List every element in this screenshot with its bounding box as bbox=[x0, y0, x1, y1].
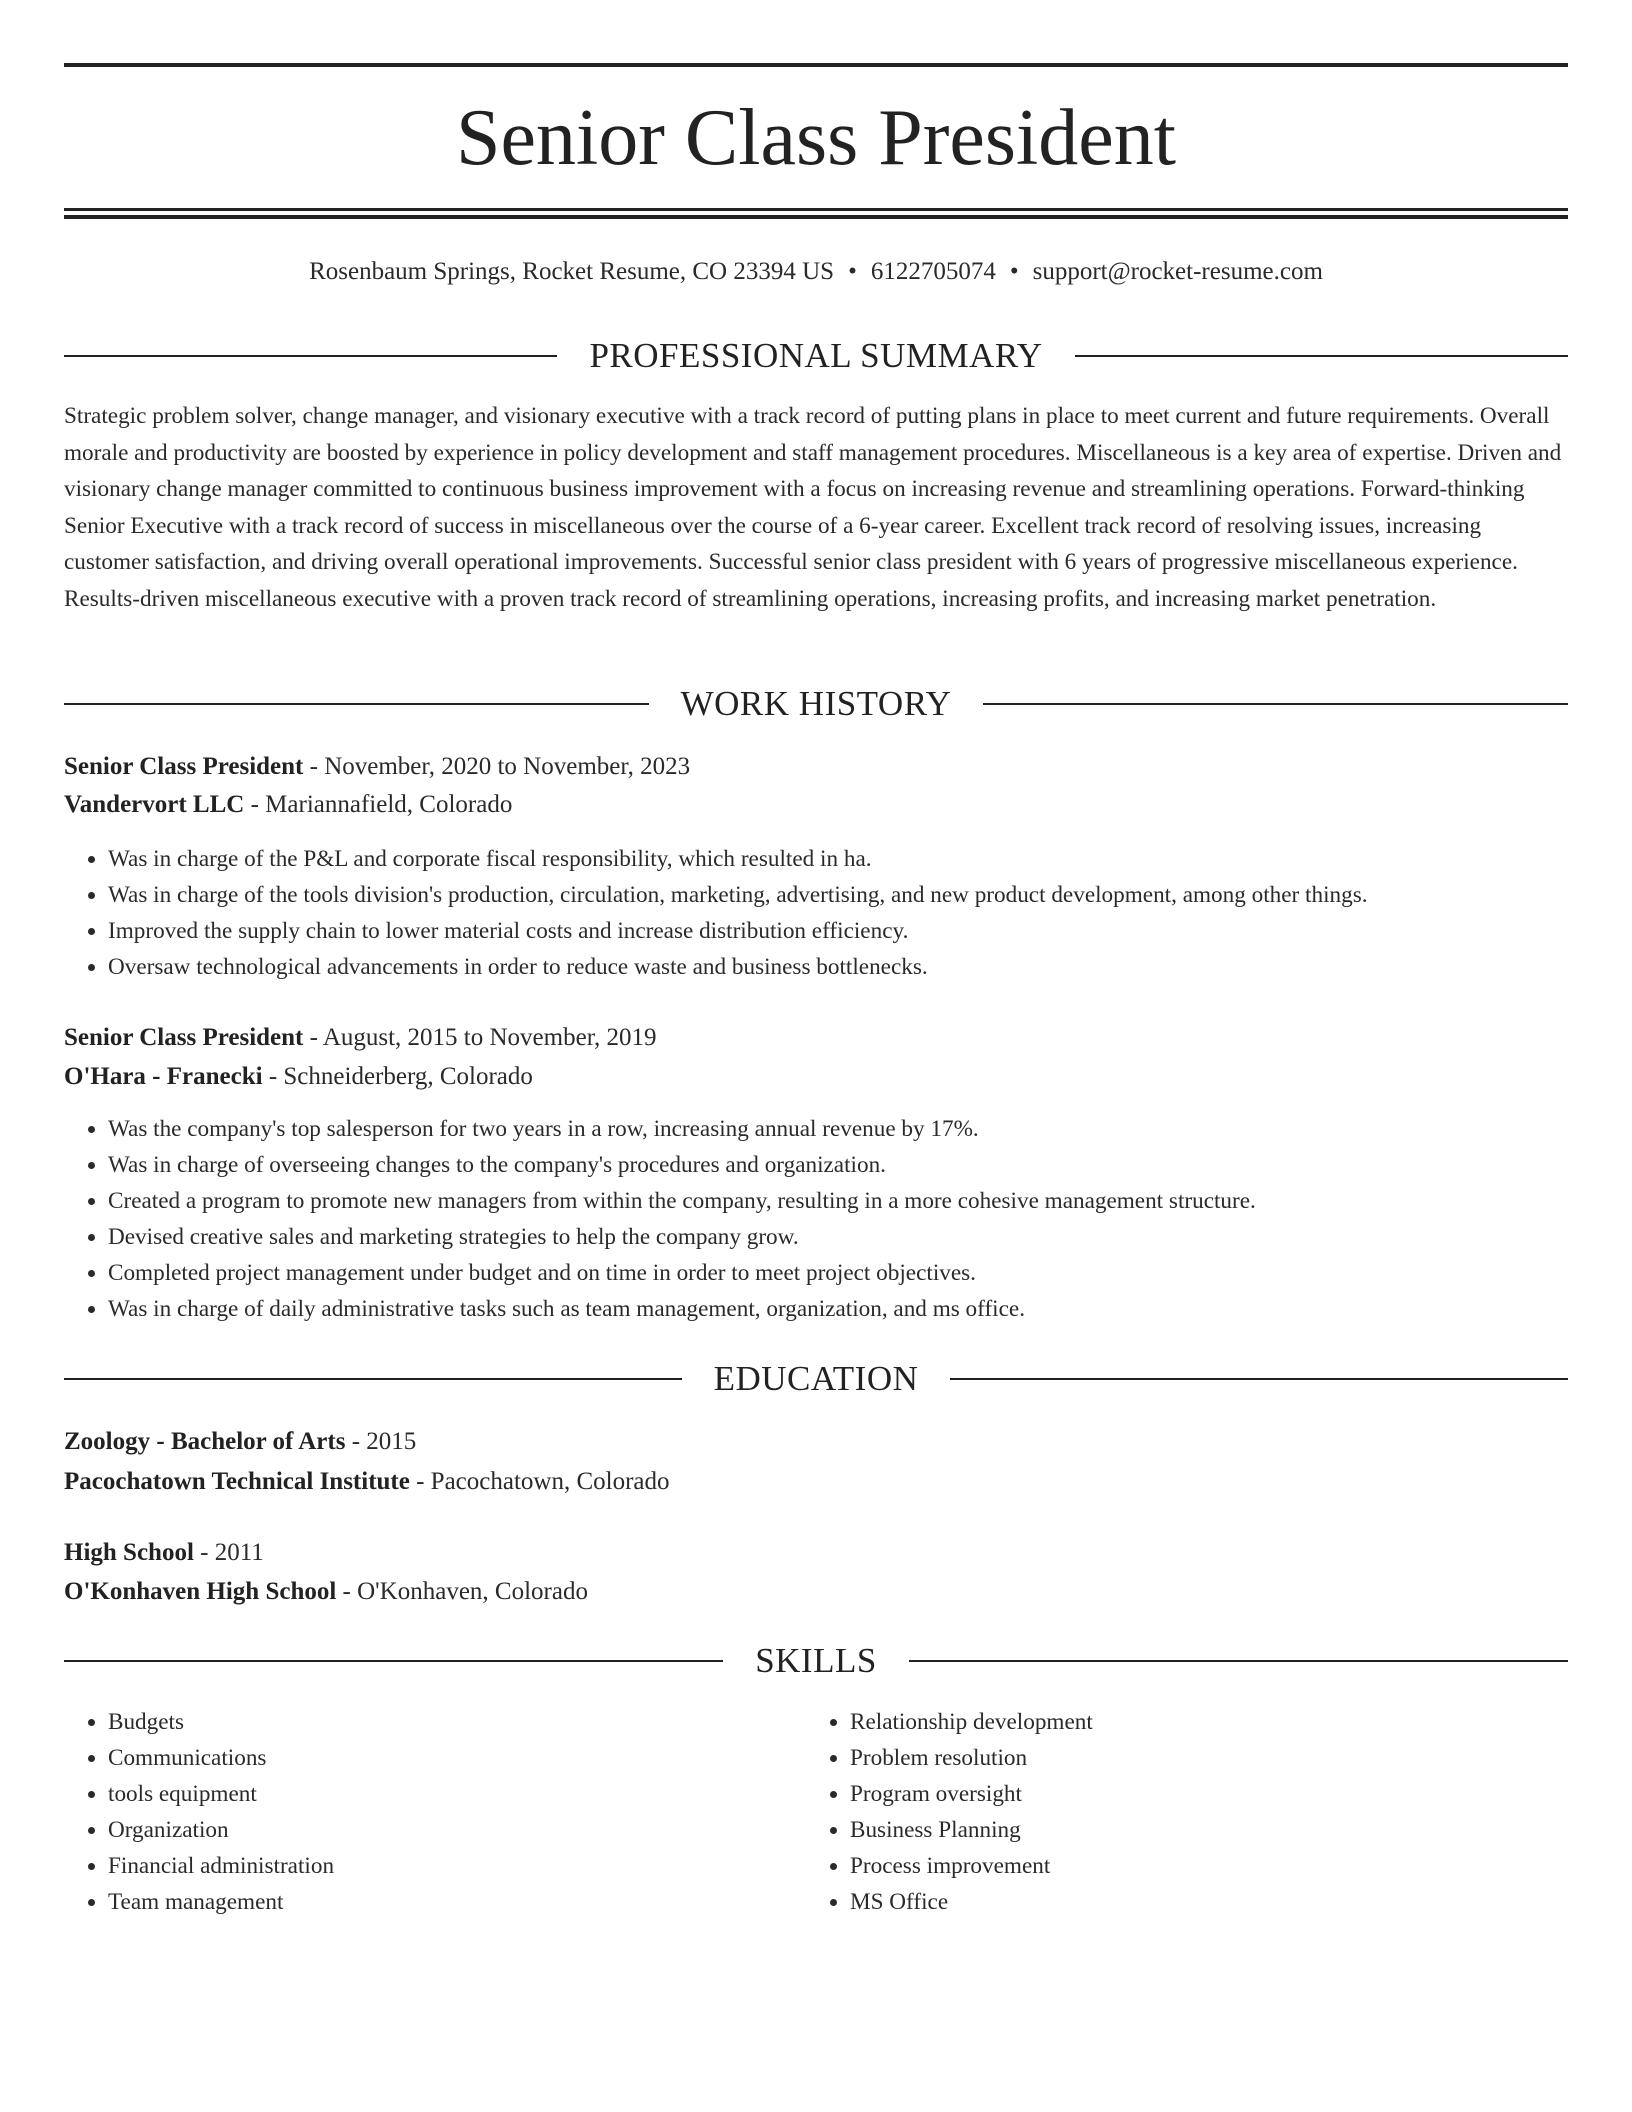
list-item: • Problem resolution bbox=[850, 1740, 1093, 1776]
list-item: • Was in charge of the P&L and corporate fiscal responsibility, which resulted in ha. bbox=[108, 841, 1368, 877]
contact-separator: • bbox=[848, 258, 857, 285]
job-bullets bbox=[64, 1111, 1256, 1327]
heading-rule-left bbox=[64, 355, 557, 357]
list-item: • Devised creative sales and marketing strategies to help the company grow. bbox=[108, 1219, 1256, 1255]
section-heading-education bbox=[64, 1357, 1568, 1401]
list-item: • Completed project management under budget and on time in order to meet project objectives. bbox=[108, 1255, 1256, 1291]
education-year: - 2011 bbox=[193, 1539, 264, 1566]
contact-address: Rosenbaum Springs, Rocket Resume, CO 23394 US bbox=[309, 258, 835, 285]
section-title: PROFESSIONAL SUMMARY bbox=[589, 336, 1043, 375]
list-item: • Created a program to promote new managers from within the company, resulting in a more cohesive management structure. bbox=[108, 1183, 1256, 1219]
education-location: - Pacochatown, Colorado bbox=[409, 1468, 670, 1495]
heading-rule-right bbox=[983, 703, 1568, 705]
job-company: O'Hara - Franecki bbox=[64, 1063, 263, 1090]
job-title-line bbox=[64, 749, 1568, 785]
education-year: - 2015 bbox=[345, 1428, 417, 1455]
list-item: • Organization bbox=[108, 1812, 334, 1848]
heading-rule-left bbox=[64, 1660, 723, 1662]
job-title-line bbox=[64, 1020, 1568, 1056]
contact-email: support@rocket-resume.com bbox=[1032, 258, 1323, 285]
education-school-line bbox=[64, 1464, 1568, 1500]
job-position: Senior Class President bbox=[64, 1024, 304, 1051]
list-item: • Budgets bbox=[108, 1704, 334, 1740]
heading-rule-left bbox=[64, 703, 649, 705]
education-school: Pacochatown Technical Institute bbox=[64, 1468, 410, 1495]
job-location: - Schneiderberg, Colorado bbox=[262, 1063, 533, 1090]
list-item: • Improved the supply chain to lower material costs and increase distribution efficiency. bbox=[108, 913, 1368, 949]
section-heading-work bbox=[64, 682, 1568, 726]
contact-line bbox=[64, 254, 1568, 290]
education-degree-line bbox=[64, 1535, 1568, 1571]
header-bottom-rule bbox=[64, 208, 1568, 211]
education-school-line bbox=[64, 1574, 1568, 1610]
job-company-line bbox=[64, 787, 1568, 823]
list-item: • Oversaw technological advancements in order to reduce waste and business bottlenecks. bbox=[108, 949, 1368, 985]
list-item: • Was in charge of the tools division's production, circulation, marketing, advertising, and new product development, among other things. bbox=[108, 877, 1368, 913]
list-item: • Process improvement bbox=[850, 1848, 1093, 1884]
heading-rule-right bbox=[909, 1660, 1568, 1662]
job-bullets bbox=[64, 841, 1368, 985]
heading-rule-right bbox=[950, 1378, 1568, 1380]
list-item: • Communications bbox=[108, 1740, 334, 1776]
list-item: • Program oversight bbox=[850, 1776, 1093, 1812]
section-title: WORK HISTORY bbox=[680, 684, 952, 723]
section-title: EDUCATION bbox=[713, 1359, 919, 1398]
job-company-line bbox=[64, 1059, 1568, 1095]
list-item: • Was in charge of daily administrative tasks such as team management, organization, and ms office. bbox=[108, 1291, 1256, 1327]
list-item: • Business Planning bbox=[850, 1812, 1093, 1848]
education-degree: Zoology - Bachelor of Arts bbox=[64, 1428, 346, 1455]
section-title: SKILLS bbox=[755, 1641, 877, 1680]
header-bottom-rule-2 bbox=[64, 215, 1568, 219]
list-item: • Was in charge of overseeing changes to the company's procedures and organization. bbox=[108, 1147, 1256, 1183]
job-dates: - August, 2015 to November, 2019 bbox=[303, 1024, 657, 1051]
list-item: • Team management bbox=[108, 1884, 334, 1920]
contact-separator: • bbox=[1009, 258, 1019, 285]
education-degree-line bbox=[64, 1424, 1568, 1460]
skills-list-left bbox=[64, 1704, 334, 1920]
section-heading-skills bbox=[64, 1639, 1568, 1683]
candidate-name: Senior Class President bbox=[456, 94, 1176, 182]
skills-list-right bbox=[806, 1704, 1093, 1920]
contact-phone: 6122705074 bbox=[870, 258, 996, 285]
header-top-rule bbox=[64, 63, 1568, 67]
list-item: • Relationship development bbox=[850, 1704, 1093, 1740]
list-item: • MS Office bbox=[850, 1884, 1093, 1920]
section-heading-summary bbox=[64, 334, 1568, 378]
job-position: Senior Class President bbox=[64, 753, 304, 780]
job-location: - Mariannafield, Colorado bbox=[244, 791, 513, 818]
heading-rule-left bbox=[64, 1378, 682, 1380]
list-item: • tools equipment bbox=[108, 1776, 334, 1812]
education-location: - O'Konhaven, Colorado bbox=[336, 1578, 588, 1605]
job-dates: - November, 2020 to November, 2023 bbox=[303, 753, 691, 780]
education-school: O'Konhaven High School bbox=[64, 1578, 337, 1605]
education-degree: High School bbox=[64, 1539, 194, 1566]
summary-text: Strategic problem solver, change manager, and visionary executive with a track record of putting plans in place to meet current and future requirements. Overall morale and productivity are boosted by experience in policy development and staff management procedures. Miscellaneous is a key area of expertise. Driven and visionary change manager committed to continuous business improvement with a focus on increasing revenue and streamlining operations. Forward-thinking Senior Executive with a track record of success in miscellaneous over the course of a 6-year career. Excellent track record of resolving issues, increasing customer satisfaction, and driving overall operational improvements. Successful senior class president with 6 years of progressive miscellaneous experience. Results-driven miscellaneous executive with a proven track record of streamlining operations, increasing profits, and increasing market penetration. bbox=[64, 403, 1562, 612]
list-item: • Was the company's top salesperson for two years in a row, increasing annual revenue by 17%. bbox=[108, 1111, 1256, 1147]
list-item: • Financial administration bbox=[108, 1848, 334, 1884]
job-company: Vandervort LLC bbox=[64, 791, 245, 818]
heading-rule-right bbox=[1075, 355, 1568, 357]
